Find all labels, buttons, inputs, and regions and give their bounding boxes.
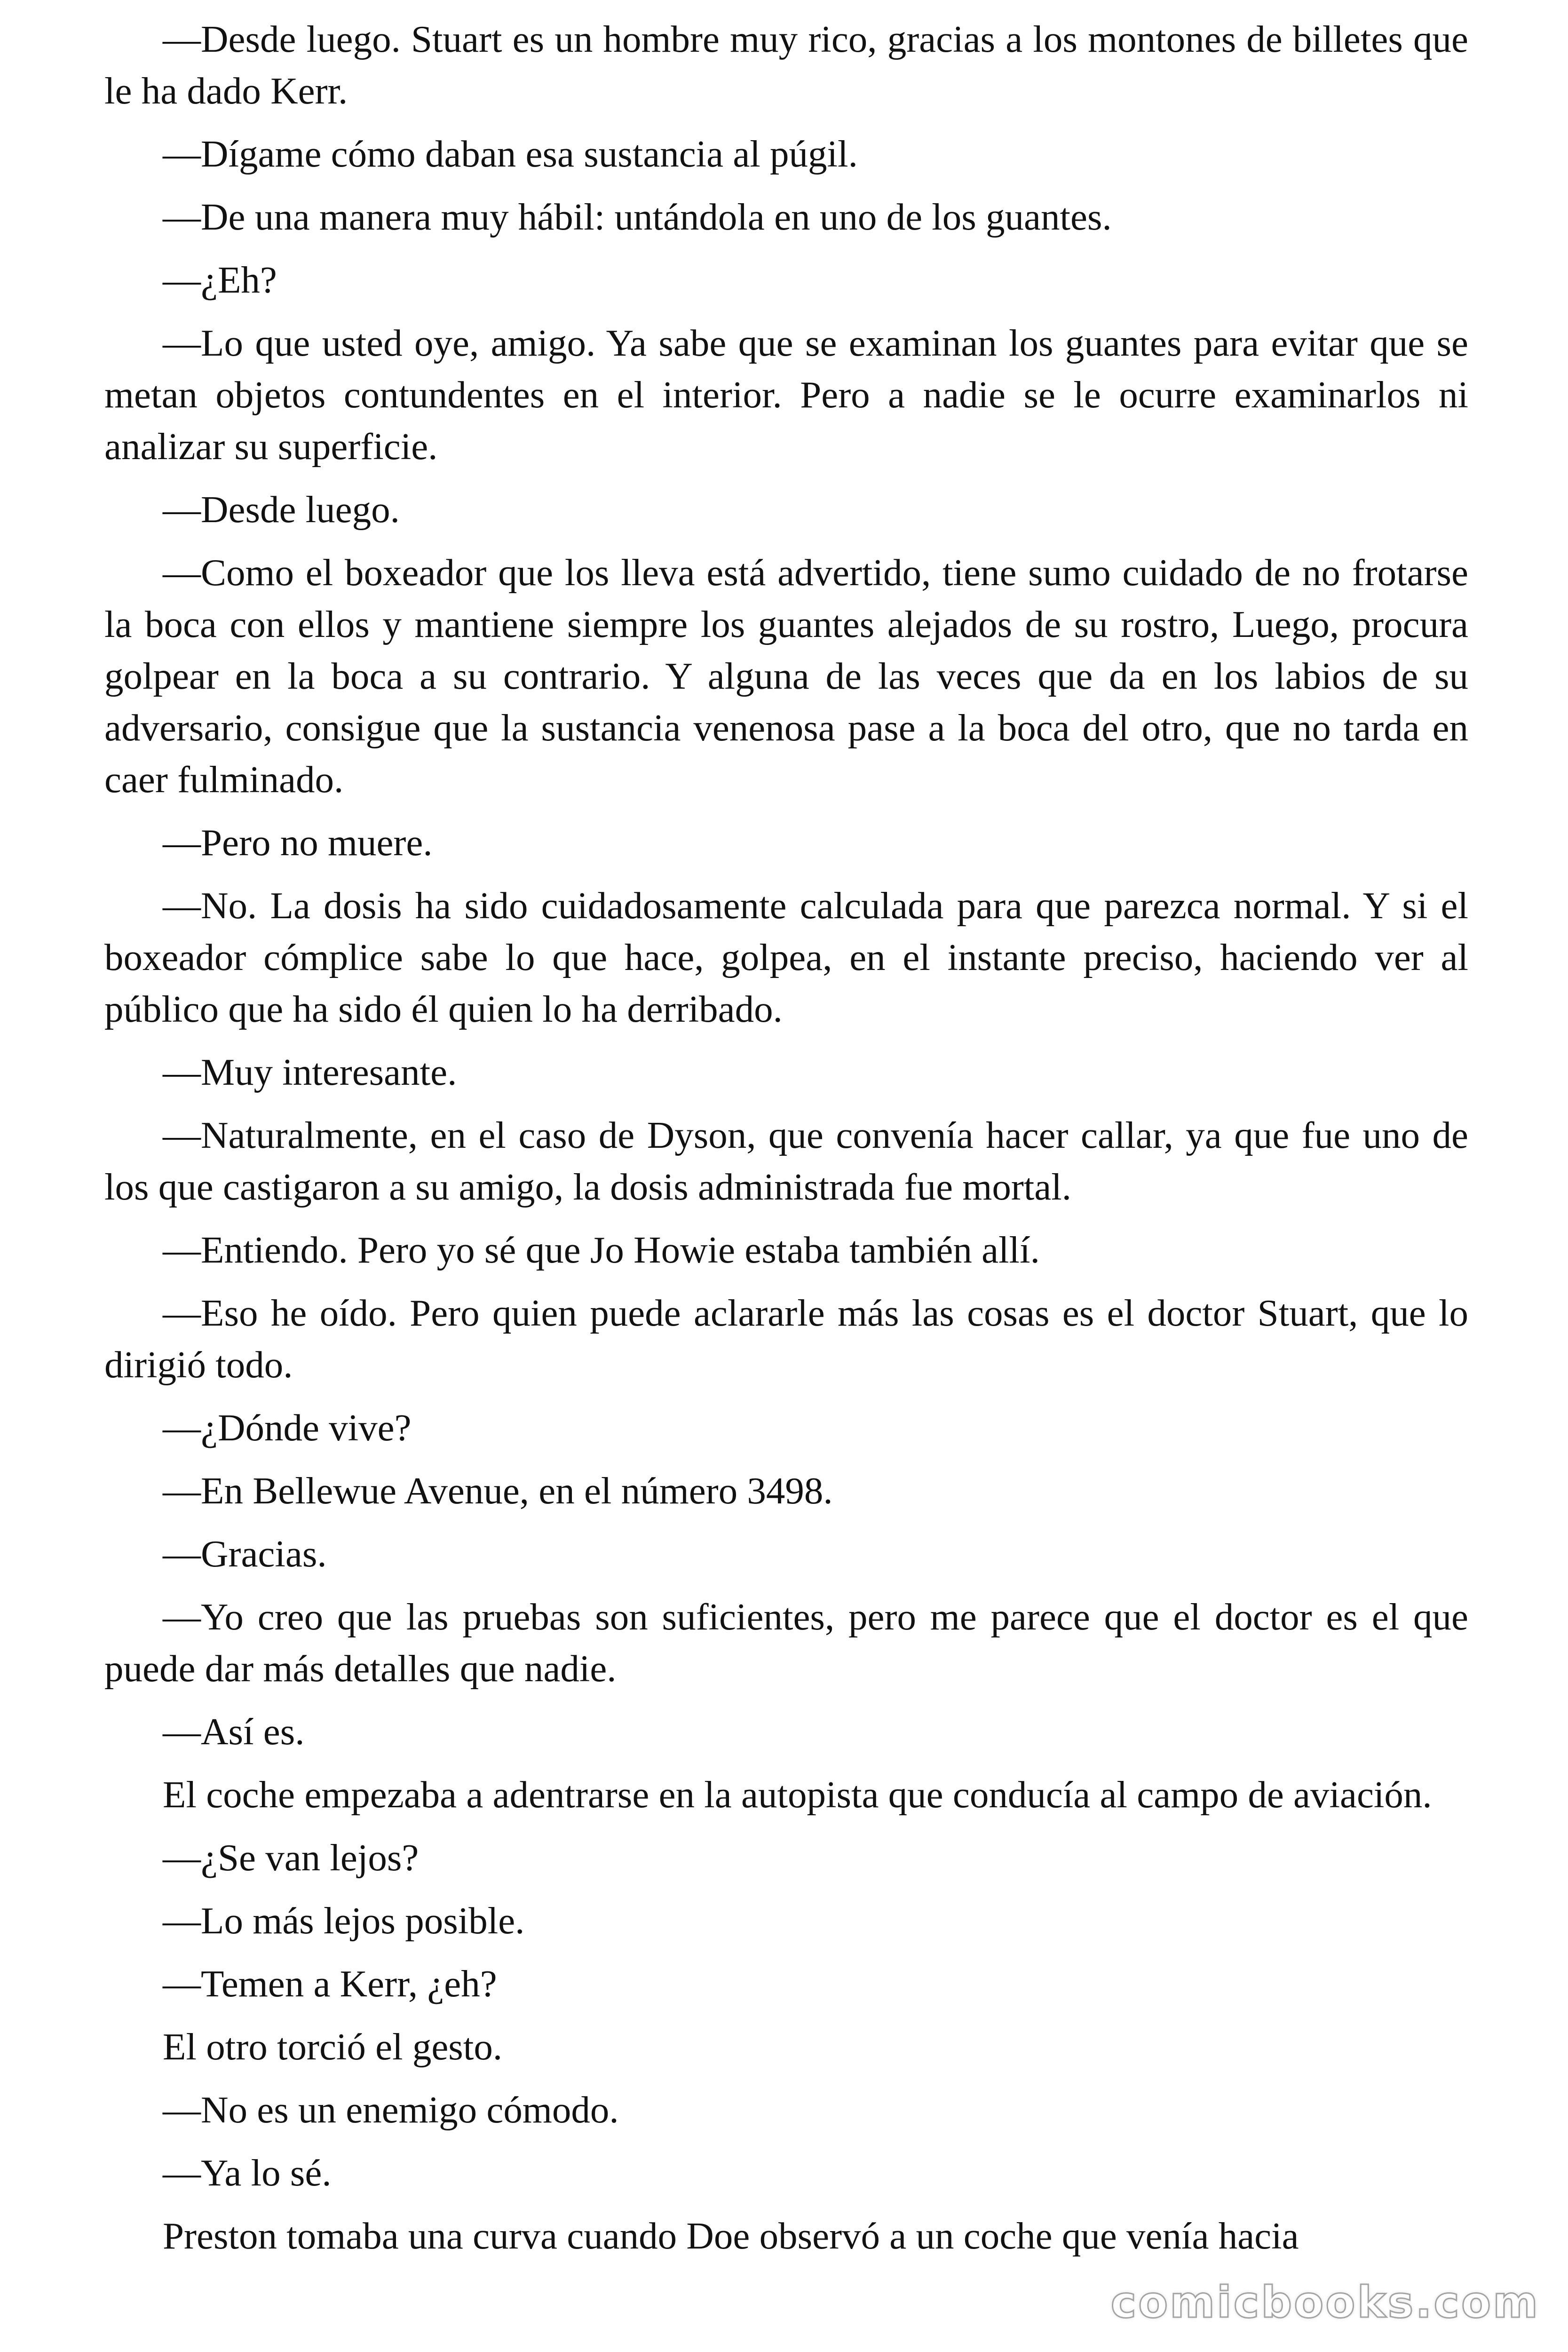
paragraph: —Lo más lejos posible. <box>163 1899 525 1942</box>
paragraph: —Pero no muere. <box>163 821 433 864</box>
paragraph: El otro torció el gesto. <box>163 2026 503 2068</box>
paragraph: —Naturalmente, en el caso de Dyson, que convenía hacer callar, ya que fue uno de los que castigaron a su amigo, la dosis administrada fue mortal. <box>104 1114 1468 1208</box>
paragraph: —¿Se van lejos? <box>163 1836 419 1879</box>
paragraph: —Así es. <box>163 1710 305 1753</box>
paragraph: —Ya lo sé. <box>163 2152 332 2194</box>
paragraph: —Yo creo que las pruebas son suficientes, pero me parece que el doctor es el que puede dar más detalles que nadie. <box>104 1596 1468 1690</box>
paragraph: —Temen a Kerr, ¿eh? <box>163 1963 497 2005</box>
paragraph: —Entiendo. Pero yo sé que Jo Howie estaba también allí. <box>163 1229 1040 1271</box>
paragraph: El coche empezaba a adentrarse en la autopista que conducía al campo de aviación. <box>163 1773 1432 1816</box>
paragraph: —No es un enemigo cómodo. <box>163 2089 619 2131</box>
paragraph: —¿Eh? <box>163 259 277 301</box>
paragraph: —En Bellewue Avenue, en el número 3498. <box>163 1470 833 1512</box>
paragraph: —Muy interesante. <box>163 1051 457 1093</box>
paragraph: —De una manera muy hábil: untándola en uno de los guantes. <box>163 196 1112 238</box>
paragraph: —Como el boxeador que los lleva está advertido, tiene sumo cuidado de no frotarse la boca con ellos y mantiene siempre los guantes alejados de su rostro, Luego, procura golpear en la boca a su contrario. Y alguna de las veces que da en los labios de su adversario, consigue que la sustancia venenosa pase a la boca del otro, que no tarda en caer fulminado. <box>104 551 1468 801</box>
text-column <box>104 13 1468 2273</box>
watermark: comicbooks.com <box>1110 2277 1540 2328</box>
paragraph: —No. La dosis ha sido cuidadosamente calculada para que parezca normal. Y si el boxeador cómplice sabe lo que hace, golpea, en el instante preciso, haciendo ver al público que ha sido él quien lo ha derribado. <box>104 884 1468 1030</box>
paragraph: —Lo que usted oye, amigo. Ya sabe que se examinan los guantes para evitar que se metan objetos contundentes en el interior. Pero a nadie se le ocurre examinarlos ni analizar su superficie. <box>104 322 1468 468</box>
paragraph: —Desde luego. <box>163 488 400 531</box>
paragraph: —Desde luego. Stuart es un hombre muy rico, gracias a los montones de billetes que le ha dado Kerr. <box>104 18 1468 112</box>
paragraph: —Eso he oído. Pero quien puede aclararle más las cosas es el doctor Stuart, que lo dirigió todo. <box>104 1292 1468 1386</box>
paragraph: —Dígame cómo daban esa sustancia al púgil. <box>163 133 858 175</box>
paragraph: Preston tomaba una curva cuando Doe observó a un coche que venía hacia <box>163 2215 1299 2257</box>
paragraph: —Gracias. <box>163 1533 327 1575</box>
paragraph: —¿Dónde vive? <box>163 1406 412 1449</box>
